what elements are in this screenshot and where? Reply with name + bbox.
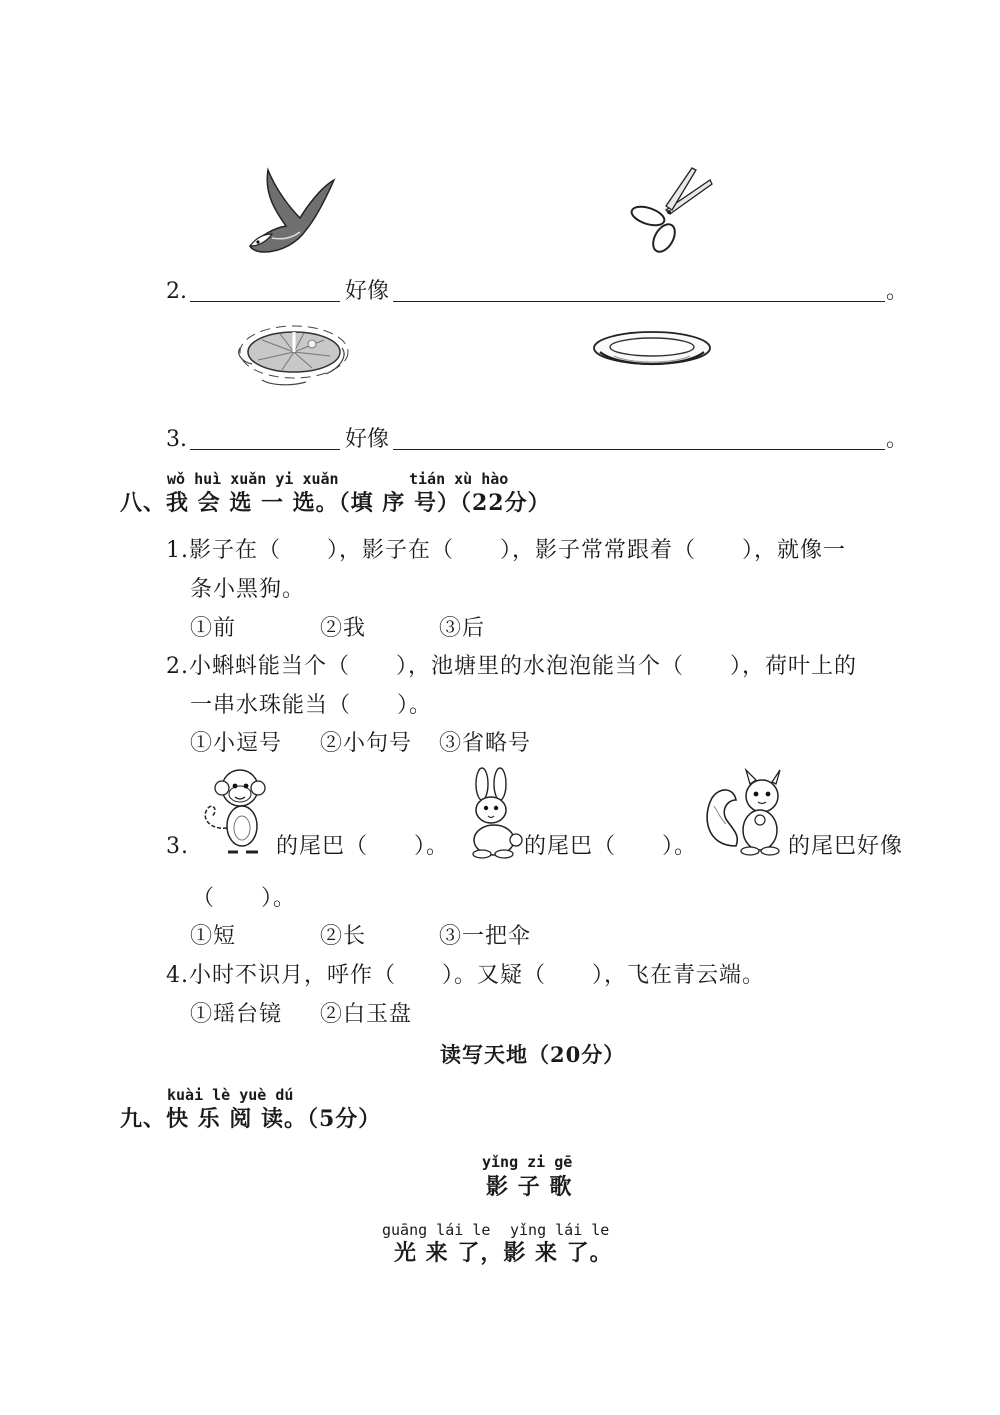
q3-number: 3. — [166, 834, 189, 859]
item3-connector: 好像 — [345, 427, 390, 452]
q4-option-2: ②白玉盘 — [320, 1002, 413, 1027]
item2-period: 。 — [886, 279, 909, 304]
scissors-icon — [626, 166, 716, 256]
item2-connector: 好像 — [345, 279, 390, 304]
monkey-icon — [196, 768, 276, 860]
q3-option-1: ①短 — [190, 924, 237, 949]
item3-number: 3. — [166, 427, 187, 452]
q1-option-3: ③后 — [439, 616, 486, 641]
poem-title-pinyin: yǐng zi gē — [482, 1153, 573, 1171]
q2-option-1: ①小逗号 — [190, 731, 283, 756]
q3-part1: 的尾巴（ ）。 — [276, 834, 450, 859]
item3-subject-blank[interactable] — [190, 449, 340, 450]
q1-line1: 1.影子在（ ），影子在（ ），影子常常跟着（ ），就像一 — [166, 538, 846, 563]
poem-line1-pinyin-a: guāng lái le — [382, 1221, 491, 1239]
section9-title: 九、快 乐 阅 读。（5分） — [120, 1106, 382, 1132]
q1-option-1: ①前 — [190, 616, 237, 641]
section8-title: 八、我 会 选 一 选。（填 序 号）（22分） — [120, 490, 551, 516]
q3-part3: 的尾巴好像 — [788, 834, 904, 859]
q1-line2: 条小黑狗。 — [190, 577, 306, 602]
rabbit-icon — [458, 768, 528, 860]
item2-object-blank[interactable] — [393, 301, 885, 302]
section8-pinyin-a: wǒ huì xuǎn yi xuǎn — [167, 470, 339, 488]
item2-number: 2. — [166, 279, 187, 304]
q2-option-3: ③省略号 — [439, 731, 532, 756]
squirrel-icon — [700, 766, 794, 858]
q3-option-3: ③一把伞 — [439, 924, 532, 949]
poem-title: 影 子 歌 — [486, 1174, 573, 1200]
q3-line2: （ ）。 — [192, 886, 297, 911]
item2-subject-blank[interactable] — [190, 301, 340, 302]
q4-line1: 4.小时不识月，呼作（ ）。又疑（ ），飞在青云端。 — [166, 963, 765, 988]
item3-period: 。 — [886, 427, 909, 452]
swallow-icon — [246, 168, 336, 258]
poem-line1: 光 来 了，影 来 了。 — [394, 1240, 613, 1266]
reading-section-header: 读写天地（20分） — [440, 1042, 626, 1067]
lotus-leaf-icon — [232, 318, 352, 388]
poem-line1-pinyin-b: yǐng lái le — [510, 1221, 610, 1239]
q2-line2: 一串水珠能当（ ）。 — [190, 693, 433, 718]
item3-object-blank[interactable] — [393, 449, 885, 450]
q3-option-2: ②长 — [320, 924, 367, 949]
section8-pinyin-b: tián xù hào — [409, 470, 509, 488]
q3-part2: 的尾巴（ ）。 — [524, 834, 698, 859]
q2-line1: 2.小蝌蚪能当个（ ），池塘里的水泡泡能当个（ ），荷叶上的 — [166, 654, 857, 679]
q1-option-2: ②我 — [320, 616, 367, 641]
q4-option-1: ①瑶台镜 — [190, 1002, 283, 1027]
plate-icon — [590, 326, 714, 370]
q2-option-2: ②小句号 — [320, 731, 413, 756]
section9-pinyin: kuài lè yuè dú — [167, 1086, 294, 1104]
